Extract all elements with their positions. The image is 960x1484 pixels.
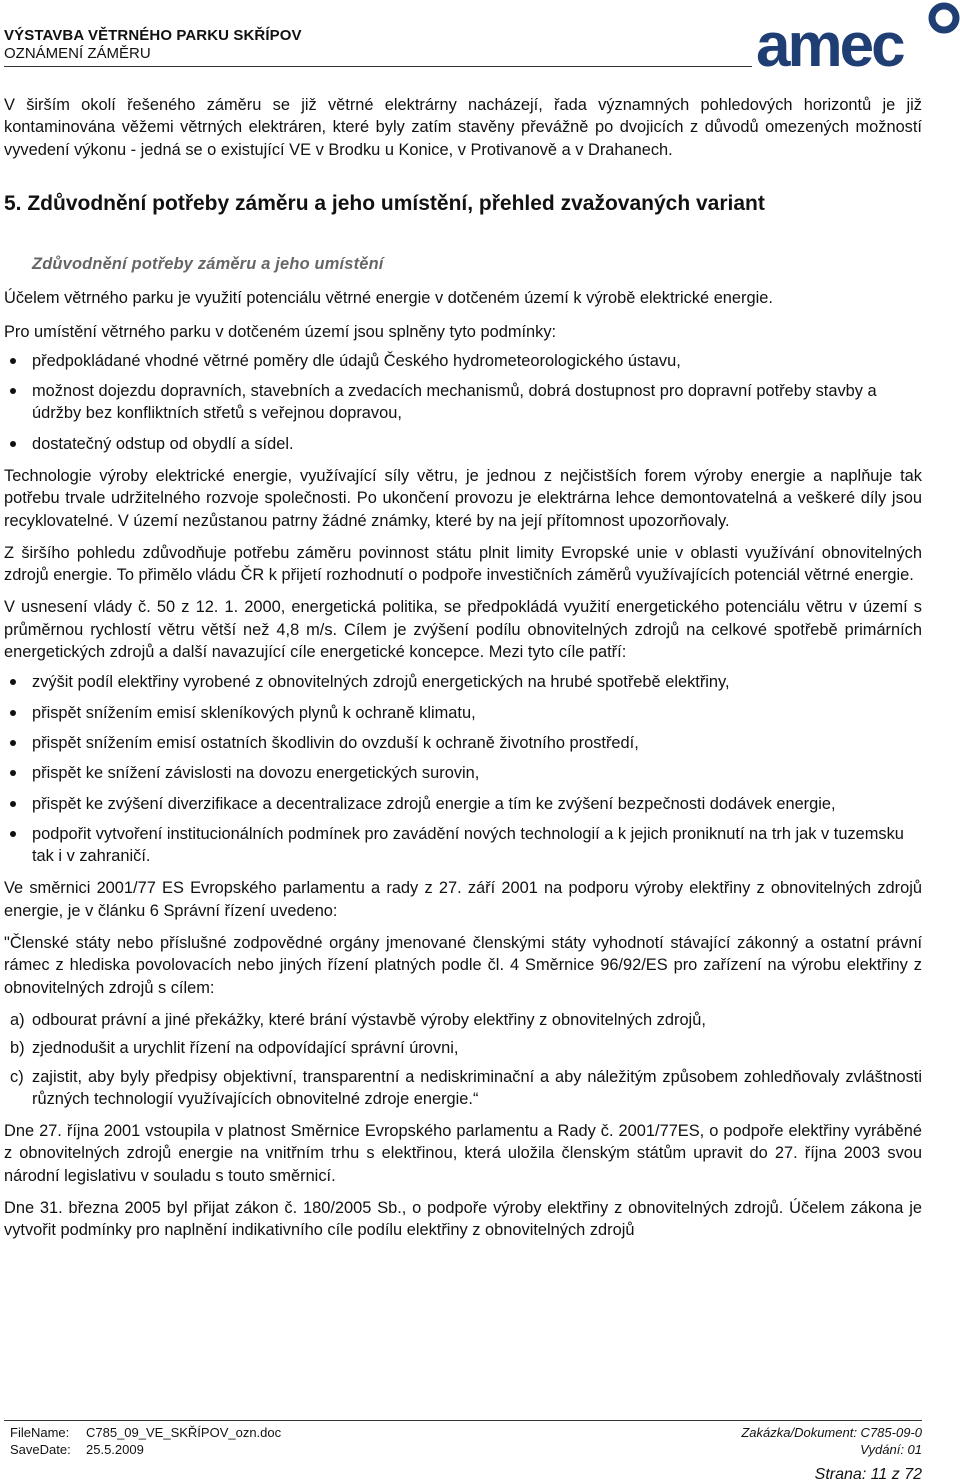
list-item [4,1066,922,1111]
list-item [4,1037,922,1059]
government-resolution-paragraph: V usnesení vlády č. 50 z 12. 1. 2000, energetická politika, se předpokládá využití energetického potenciálu větru v území s průměrnou rychlostí větru větší než 4,8 m/s. Cílem je zvýšení podílu obnovitelných zdrojů na celkové spotřebě primárních energetických zdrojů a další navazující cíle energetické koncepce. Mezi tyto cíle patří: [4,598,922,662]
list-text: zajistit, aby byly předpisy objektivní, transparentní a nediskriminační a aby náležitým způsobem zohledňovaly zvláštnosti různých technologií využívajících obnovitelné zdroje energie.“ [32,1067,922,1108]
quote-paragraph: "Členské státy nebo příslušné zodpovědné orgány jmenované členskými státy vyhodnotí stávající zákonný a ostatní právní rámec z hlediska povolovacích nebo jiných řízení platných podle čl. 4 Směrnice 96/92/ES pro zařízení na výrobu elektřiny z obnovitelných zdrojů s cílem: [4,934,922,997]
technology-paragraph: Technologie výroby elektrické energie, využívající síly větru, je jednou z nejčistších forem výroby energie a naplňuje tak potřebu trvale udržitelného rozvoje společnosti. Po ukončení provozu je elektrárna lehce demontovatelná a veškeré díly jsou recyklovatelné. V území nezůstanou patrny žádné známky, které by na její přítomnost upozorňovaly. [4,466,922,530]
list-item: přispět ke snížení závislosti na dovozu energetických surovin, [4,762,922,784]
list-item: zvýšit podíl elektřiny vyrobené z obnovitelných zdrojů energetických na hrubé spotřebě elektřiny, [4,671,922,693]
list-marker: c) [10,1067,24,1086]
list-item: dostatečný odstup od obydlí a sídel. [4,433,922,455]
directive-effective-paragraph: Dne 27. října 2001 vstoupila v platnost Směrnice Evropského parlamentu a Rady č. 2001/77ES, o podpoře elektřiny vyráběné z obnovitelných zdrojů energie na vnitřním trhu s elektřinou, která uložila členským státům upravit do 27. října 2003 svou národní legislativu v souladu s touto směrnicí. [4,1122,922,1185]
list-item: přispět snížením emisí skleníkových plynů k ochraně klimatu, [4,702,922,724]
document-type: OZNÁMENÍ ZÁMĚRU [4,45,151,62]
logo-swirl-icon [932,6,956,30]
purpose-paragraph: Účelem větrného parku je využití potenciálu větrné energie v dotčeném území k výrobě elektrické energie. [4,289,773,308]
logo-wordmark: amec [756,11,903,72]
intro-paragraph: V širším okolí řešeného záměru se již větrné elektrárny nacházejí, řada významných pohledových horizontů je již kontaminována věžemi větrných elektráren, které byly zatím stavěny převážně po dvojicích z důvodů omezených možností vyvedení výkonu - jedná se o existující VE v Brodku u Konice, v Protivanově a v Drahanech. [4,96,922,159]
list-item: přispět ke zvýšení diverzifikace a decentralizace zdrojů energie a tím ke zvýšení bezpečnosti dodávek energie, [4,793,922,815]
subsection-heading: Zdůvodnění potřeby záměru a jeho umístění [32,254,384,273]
footer-divider [4,1420,922,1421]
document-code: Zakázka/Dokument: C785-09-0 [741,1425,922,1440]
page-content [4,94,922,1242]
conditions-intro: Pro umístění větrného parku v dotčeném území jsou splněny tyto podmínky: [4,323,557,342]
list-item: předpokládané vhodné větrné poměry dle údajů Českého hydrometeorologického ústavu, [4,350,922,372]
list-item: přispět snížením emisí ostatních škodlivin do ovzduší k ochraně životního prostředí, [4,732,922,754]
header-divider [4,66,752,67]
page-number: Strana: 11 z 72 [814,1466,922,1483]
filename-label: FileName: [10,1425,70,1440]
list-text: odbourat právní a jiné překážky, které brání výstavbě výroby elektřiny z obnovitelných zdrojů, [32,1010,706,1029]
list-item [4,1009,922,1031]
list-marker: a) [10,1010,25,1029]
conditions-list [4,350,922,455]
law-paragraph: Dne 31. března 2005 byl přijat zákon č. 180/2005 Sb., o podpoře výroby elektřiny z obnovitelných zdrojů. Účelem zákona je vytvořit podmínky pro naplnění indikativního cíle podílu elektřiny z obnovitelných zdrojů [4,1198,922,1240]
filename-value: C785_09_VE_SKŘÍPOV_ozn.doc [86,1425,282,1440]
document-header [4,27,302,63]
issue-number: Vydání: 01 [860,1442,922,1457]
list-item: podpořit vytvoření institucionálních podmínek pro zavádění nových technologií a k jejich proniknutí na trh jak v tuzemsku tak i v zahraničí. [4,823,922,868]
list-item: možnost dojezdu dopravních, stavebních a zvedacích mechanismů, dobrá dostupnost pro dopravní potřeby stavby a údržby bez konfliktních střetů s veřejnou dopravou, [4,380,922,425]
list-text: zjednodušit a urychlit řízení na odpovídající správní úrovni, [32,1039,459,1058]
amec-logo-icon [754,0,960,72]
eu-limits-paragraph: Z širšího pohledu zdůvodňuje potřebu záměru povinnost státu plnit limity Evropské unie v oblasti využívání obnovitelných zdrojů energie. To přimělo vládu ČR k přijetí rozhodnutí o podpoře investičních záměrů využívajících potenciál větrné energie. [4,543,922,585]
amec-logo [754,0,960,72]
project-title: VÝSTAVBA VĚTRNÉHO PARKU SKŘÍPOV [4,27,302,44]
section-heading: 5. Zdůvodnění potřeby záměru a jeho umístění, přehled zvažovaných variant [4,191,765,215]
directive-paragraph: Ve směrnici 2001/77 ES Evropského parlamentu a rady z 27. září 2001 na podporu výroby elektřiny z obnovitelných zdrojů energie, je v článku 6 Správní řízení uvedeno: [4,879,922,920]
goals-list [4,671,922,867]
list-marker: b) [10,1039,25,1058]
savedate-value: 25.5.2009 [86,1442,144,1457]
aims-list [4,1009,922,1110]
savedate-label: SaveDate: [10,1442,71,1457]
